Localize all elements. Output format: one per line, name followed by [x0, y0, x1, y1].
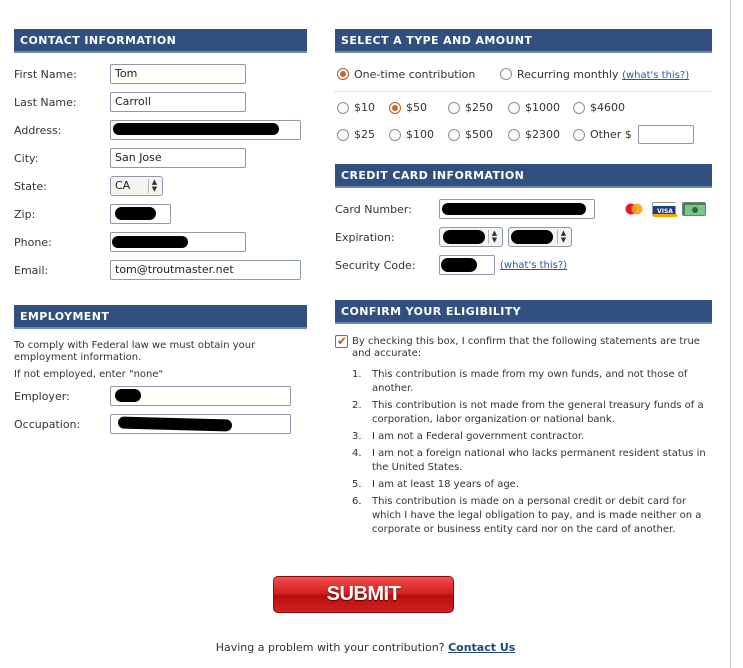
statement-text: This contribution is not made from the general treasury funds of a corporation, labor organization or national bank. [372, 400, 704, 425]
eligibility-checkbox[interactable] [335, 335, 348, 348]
redaction-mark [441, 258, 477, 272]
state-label: State: [14, 180, 47, 193]
eligibility-statement [352, 430, 712, 444]
amount-label: $10 [354, 101, 375, 114]
select-arrows-icon: ▲ ▼ [148, 179, 160, 193]
svg-text:VISA: VISA [657, 208, 673, 215]
statement-number: 3. [352, 431, 362, 442]
credit-card-header: CREDIT CARD INFORMATION [335, 164, 712, 188]
amount-radio-10[interactable] [337, 102, 349, 114]
amount-label: $100 [406, 128, 434, 141]
statement-text: I am at least 18 years of age. [372, 479, 519, 490]
city-label: City: [14, 152, 39, 165]
amount-label: $4600 [590, 101, 625, 114]
redaction-mark [115, 207, 156, 220]
amount-radio-25[interactable] [337, 129, 349, 141]
amount-radio-4600[interactable] [573, 102, 585, 114]
address-label: Address: [14, 124, 62, 137]
footer-text: Having a problem with your contribution? [215, 641, 445, 654]
occupation-label: Occupation: [14, 418, 81, 431]
one-time-label: One-time contribution [354, 68, 476, 81]
eligibility-intro: By checking this box, I confirm that the following statements are true and accurate: [352, 336, 700, 359]
eligibility-statement [352, 478, 712, 492]
state-value: CA [115, 179, 131, 192]
statement-text: This contribution is made on a personal credit or debit card for which I have the legal obligation to pay, and is made neither on a corporate or business entity card nor on the card of another. [372, 496, 702, 535]
visa-icon [652, 202, 676, 216]
employer-label: Employer: [14, 390, 70, 403]
statement-number: 1. [352, 369, 362, 380]
last-name-label: Last Name: [14, 96, 77, 109]
statement-number: 2. [352, 400, 362, 411]
contact-us-link[interactable]: Contact Us [448, 641, 516, 654]
amount-label: $2300 [525, 128, 560, 141]
expiration-label: Expiration: [335, 231, 395, 244]
statement-number: 4. [352, 448, 362, 459]
eligibility-statement [352, 399, 712, 427]
redaction-mark [511, 230, 553, 244]
eligibility-statement [352, 495, 712, 537]
eligibility-statements [352, 368, 712, 540]
amount-label: $250 [465, 101, 493, 114]
other-amount-label: Other $ [590, 128, 632, 141]
employment-header: EMPLOYMENT [14, 305, 307, 329]
mastercard-icon [622, 202, 646, 216]
amount-radio-other[interactable] [573, 129, 585, 141]
first-name-field[interactable]: Tom [110, 64, 246, 84]
employment-note: To comply with Federal law we must obtain your employment information. [14, 340, 256, 363]
recurring-label [517, 68, 689, 81]
type-amount-header: SELECT A TYPE AND AMOUNT [335, 29, 712, 53]
redaction-mark [115, 389, 141, 402]
eligibility-statement [352, 368, 712, 396]
phone-label: Phone: [14, 236, 52, 249]
other-amount-field[interactable] [638, 125, 694, 144]
employment-none-note: If not employed, enter "none" [14, 369, 164, 380]
statement-text: I am not a foreign national who lacks permanent resident status in the United States. [372, 448, 706, 473]
select-arrows-icon: ▲ ▼ [488, 230, 500, 244]
amount-radio-2300[interactable] [508, 129, 520, 141]
statement-number: 6. [352, 496, 362, 507]
email-field[interactable]: tom@troutmaster.net [110, 260, 301, 280]
amount-label: $50 [406, 101, 427, 114]
recurring-whats-this-link[interactable]: (what's this?) [622, 70, 690, 81]
checkmark-icon: ✔ [337, 334, 348, 348]
amount-radio-100[interactable] [389, 129, 401, 141]
divider [335, 91, 712, 92]
eligibility-header: CONFIRM YOUR ELIGIBILITY [335, 300, 712, 324]
security-code-label: Security Code: [335, 259, 416, 272]
statement-text: This contribution is made from my own funds, and not those of another. [372, 369, 688, 394]
first-name-label: First Name: [14, 68, 77, 81]
contact-information-header: CONTACT INFORMATION [14, 29, 307, 53]
amount-label: $1000 [525, 101, 560, 114]
amount-label: $25 [354, 128, 375, 141]
amount-radio-250[interactable] [448, 102, 460, 114]
city-field[interactable]: San Jose [110, 148, 246, 168]
amount-radio-50[interactable] [389, 102, 401, 114]
one-time-radio[interactable] [337, 68, 349, 80]
select-arrows-icon: ▲ ▼ [557, 230, 569, 244]
state-select[interactable] [110, 176, 163, 196]
statement-text: I am not a Federal government contractor. [372, 431, 585, 442]
eligibility-statement [352, 447, 712, 475]
amount-radio-500[interactable] [448, 129, 460, 141]
last-name-field[interactable]: Carroll [110, 92, 246, 112]
redaction-mark [443, 230, 485, 244]
email-label: Email: [14, 264, 49, 277]
zip-label: Zip: [14, 208, 36, 221]
amount-label: $500 [465, 128, 493, 141]
footer [0, 641, 731, 654]
security-whats-this-link[interactable]: (what's this?) [500, 260, 568, 271]
recurring-radio[interactable] [500, 68, 512, 80]
discover-icon [682, 202, 706, 216]
redaction-mark [112, 236, 188, 248]
card-number-label: Card Number: [335, 203, 412, 216]
redaction-mark [113, 123, 279, 135]
statement-number: 5. [352, 479, 362, 490]
amount-radio-1000[interactable] [508, 102, 520, 114]
recurring-text: Recurring monthly [517, 68, 619, 81]
submit-button[interactable]: SUBMIT [273, 576, 454, 613]
redaction-mark [442, 203, 586, 215]
